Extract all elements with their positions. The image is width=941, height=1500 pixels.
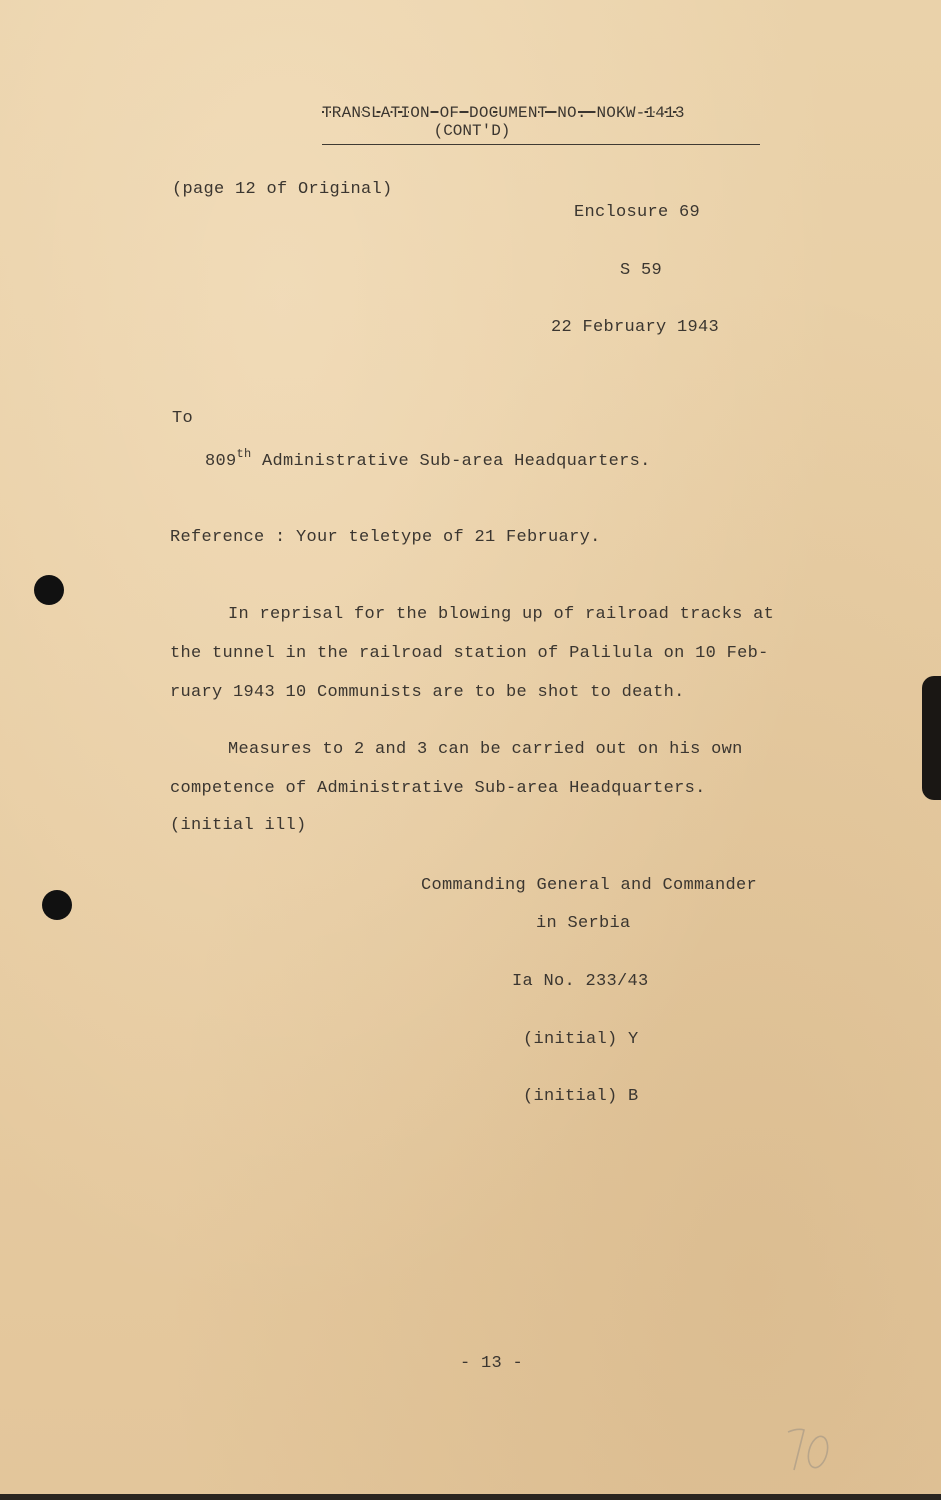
to-label: To: [172, 409, 194, 428]
enclosure-label: Enclosure 69: [574, 203, 701, 222]
paragraph2-line3: (initial ill): [170, 816, 307, 835]
header-title: TRANSLATION OF DOCUMENT NO. NOKW-1413: [322, 104, 685, 122]
page-reference: (page 12 of Original): [172, 180, 393, 199]
signature-number: Ia No. 233/43: [512, 972, 649, 991]
paragraph2-line1: Measures to 2 and 3 can be carried out on his own: [228, 740, 743, 759]
recipient-suffix: th: [236, 447, 252, 461]
bottom-edge: [0, 1494, 941, 1500]
header-subtitle: (CONT'D): [433, 122, 511, 140]
reference-line: Reference : Your teletype of 21 February.: [170, 528, 601, 547]
document-date: 22 February 1943: [551, 318, 720, 337]
handwritten-number-mark: [780, 1418, 840, 1478]
recipient-name: Administrative Sub-area Headquarters.: [251, 452, 651, 471]
signature-title: Commanding General and Commander: [421, 876, 758, 895]
punch-hole-bottom: [42, 890, 72, 920]
paragraph1-line3: ruary 1943 10 Communists are to be shot to death.: [170, 683, 685, 702]
signature-location: in Serbia: [536, 914, 631, 933]
document-header: [322, 100, 760, 145]
edge-shadow: [922, 676, 941, 800]
recipient-number: 809: [205, 452, 237, 471]
page-number: - 13 -: [460, 1354, 524, 1373]
paragraph1-line1: In reprisal for the blowing up of railroad tracks at: [228, 605, 775, 624]
paragraph1-line2: the tunnel in the railroad station of Palilula on 10 Feb-: [170, 644, 769, 663]
ref-code: S 59: [620, 261, 663, 280]
signature-initial-2: (initial) B: [523, 1087, 639, 1106]
signature-initial-1: (initial) Y: [523, 1030, 639, 1049]
punch-hole-top: [34, 575, 64, 605]
handwritten-number: [780, 1418, 840, 1483]
paragraph2-line2: competence of Administrative Sub-area Headquarters.: [170, 779, 706, 798]
recipient-line: [205, 447, 651, 472]
